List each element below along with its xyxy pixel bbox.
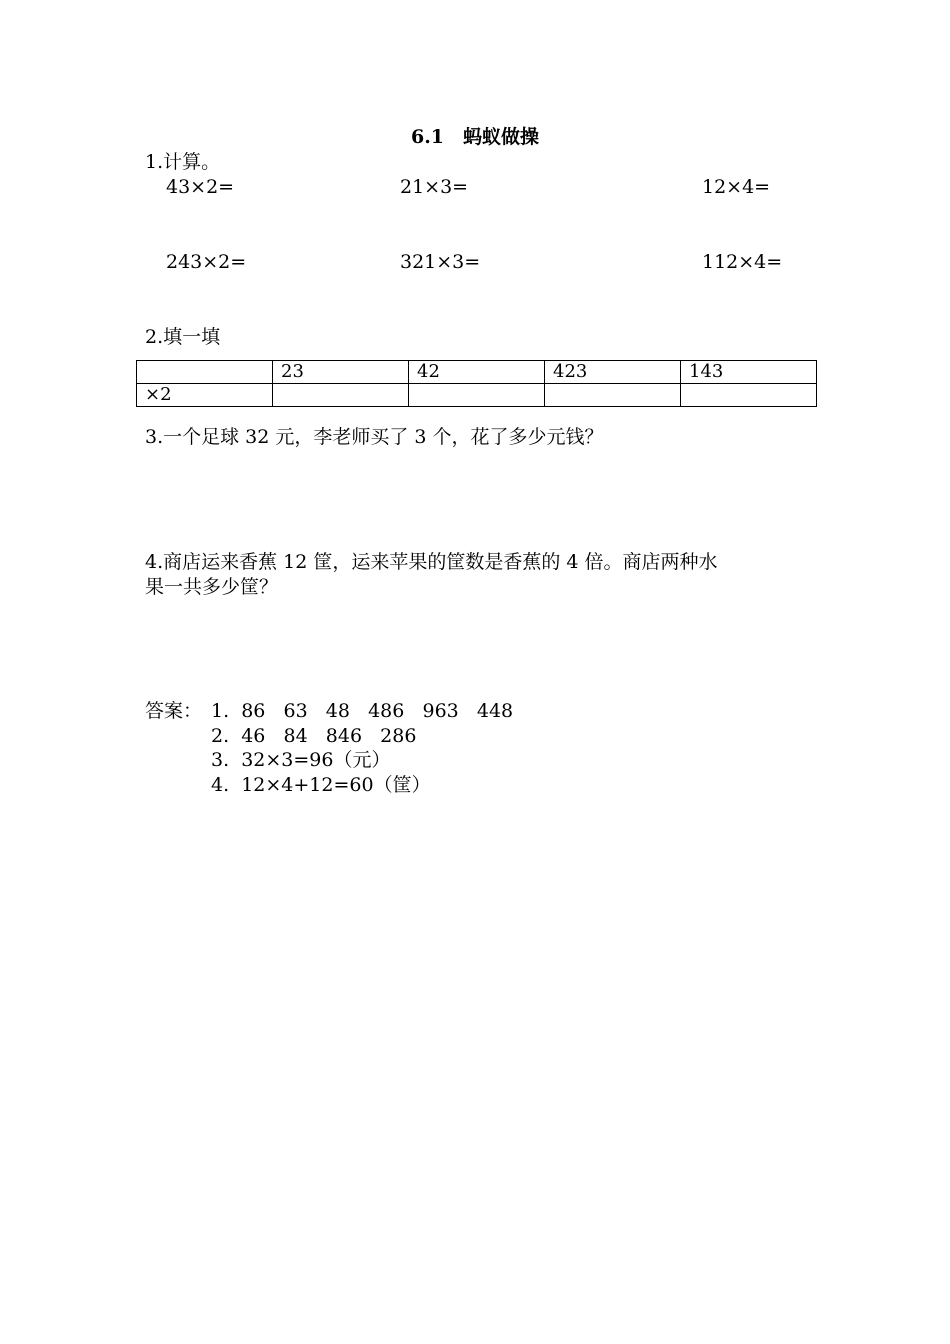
calc-item: 12×4= [702, 176, 771, 198]
calc-item: 243×2= [166, 251, 247, 273]
question-4-line-1: 4.商店运来香蕉 12 筐，运来苹果的筐数是香蕉的 4 倍。商店两种水 [145, 551, 718, 573]
table-row [137, 384, 817, 407]
table-answer-cell[interactable] [545, 384, 681, 407]
table-cell: 143 [681, 361, 817, 384]
calc-item: 21×3= [400, 176, 469, 198]
question-1-label: 1.计算。 [145, 151, 221, 173]
calc-item: 112×4= [702, 251, 783, 273]
table-cell [137, 361, 273, 384]
question-3-text: 3.一个足球 32 元，李老师买了 3 个，花了多少元钱？ [145, 426, 604, 448]
calc-item: 321×3= [400, 251, 481, 273]
table-answer-cell[interactable] [409, 384, 545, 407]
calc-item: 43×2= [166, 176, 235, 198]
answer-line: 4. 12×4+12=60（筐） [211, 774, 431, 796]
answers-label: 答案： [145, 700, 203, 722]
fill-in-table [136, 360, 817, 407]
answer-line: 3. 32×3=96（元） [211, 749, 391, 771]
answer-line: 1. 86 63 48 486 963 448 [211, 700, 514, 722]
page-title: 6.1 蚂蚁做操 [410, 126, 540, 148]
question-2-label: 2.填一填 [145, 326, 221, 348]
answer-line: 2. 46 84 846 286 [211, 725, 417, 747]
table-cell: ×2 [137, 384, 273, 407]
question-4-line-2: 果一共多少筐？ [145, 576, 279, 598]
table-answer-cell[interactable] [681, 384, 817, 407]
table-header-row [137, 361, 817, 384]
table-cell: 42 [409, 361, 545, 384]
table-answer-cell[interactable] [273, 384, 409, 407]
table-cell: 23 [273, 361, 409, 384]
table-cell: 423 [545, 361, 681, 384]
